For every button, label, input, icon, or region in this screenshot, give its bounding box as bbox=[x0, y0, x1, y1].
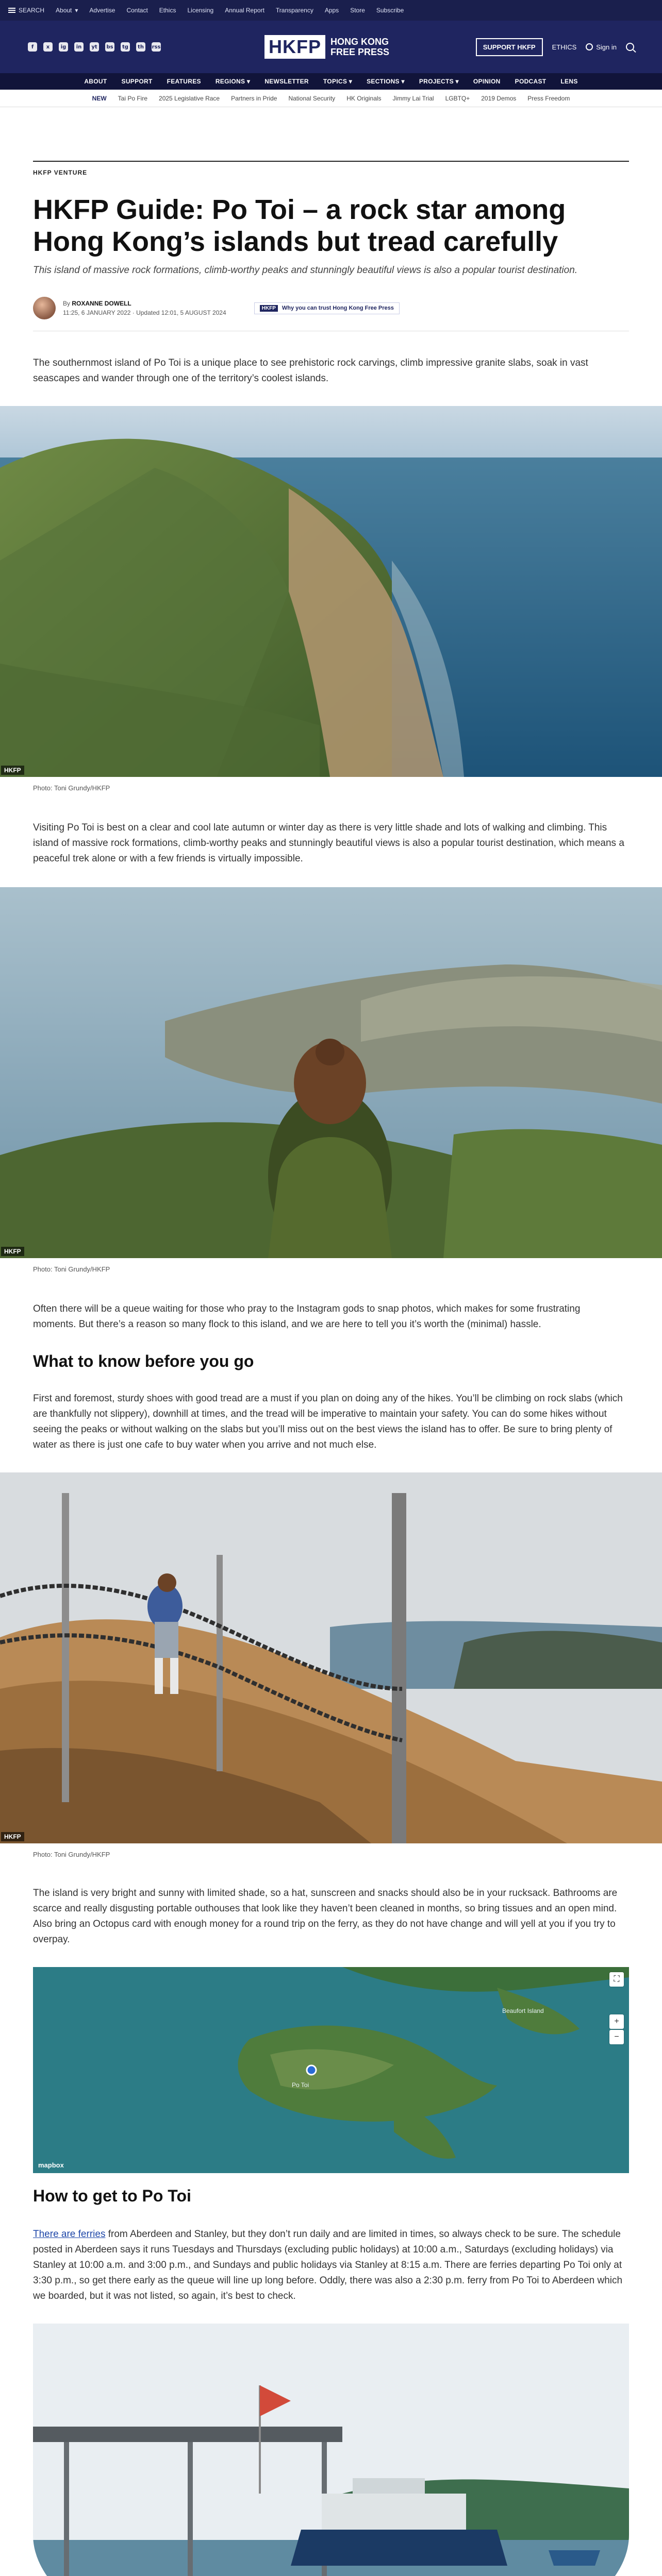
search-icon[interactable] bbox=[626, 43, 634, 51]
utility-link-transparency[interactable]: Transparency bbox=[275, 7, 313, 14]
photo-coastline bbox=[0, 406, 662, 777]
nav-about[interactable]: ABOUT bbox=[84, 78, 107, 85]
trending-link[interactable]: 2019 Demos bbox=[481, 94, 517, 102]
sign-in-button[interactable] bbox=[586, 43, 617, 51]
ferries-link[interactable]: There are ferries bbox=[33, 2229, 106, 2240]
section-heading: What to know before you go bbox=[33, 1352, 254, 1370]
nav-features[interactable]: FEATURES bbox=[167, 78, 201, 85]
trending-nav bbox=[0, 90, 662, 107]
search-menu-button[interactable] bbox=[8, 7, 44, 14]
section-heading: How to get to Po Toi bbox=[33, 2187, 191, 2205]
article-dek: This island of massive rock formations, climb-worthy peaks and stunningly beautiful views is also a popular tourist destination. bbox=[33, 265, 578, 276]
trending-link[interactable]: National Security bbox=[288, 94, 336, 102]
coastline-image bbox=[0, 406, 662, 777]
author-avatar bbox=[33, 297, 56, 319]
nav-lens[interactable]: LENS bbox=[560, 78, 578, 85]
body-paragraph: Visiting Po Toi is best on a clear and cool late autumn or winter day as there is very little shade and lots of walking and climbing. This island of massive rock formations, climb-worthy peaks and stunningly beautiful views is also a popular tourist destination, which means a peaceful trek alone or with a few friends is virtually impossible. bbox=[33, 822, 624, 864]
photo-hiker-view bbox=[0, 887, 662, 1258]
user-icon bbox=[586, 43, 593, 50]
photo-ferry-pier bbox=[33, 2324, 629, 2576]
body-text: from Aberdeen and Stanley, but they don’t run daily and are limited in times, so always check to be sure. The schedule posted in Aberdeen says it runs Tuesdays and Thursdays (excluding public holidays) at 10:00 a.m., Saturdays (excluding holidays) via Stanley at 10:00 a.m. and 3:00 p.m., and Sundays and public holidays via Stanley at 8:15 a.m. There are ferries departing Po Toi only at 3:30 p.m., so get there early as the queue will line up long before. Oddly, there was also a 2:30 p.m. ferry from Po Toi to Aberdeen which we boarded, but it was not listed, so again, it’s best to check. bbox=[33, 2229, 623, 2301]
body-paragraph: The island is very bright and sunny with limited shade, so a hat, sunscreen and snacks should also be in your rucksack. Bathrooms are scarce and really disgusting portable outhouses that look like they haven’t been cleaned in months, so bring tissues and an open mind. Also bring an Octopus card with enough money for a round trip on the ferry, as they do not have change and will yell at you if you try to overpay. bbox=[33, 1888, 618, 1945]
utility-link-ethics[interactable]: Ethics bbox=[159, 7, 176, 14]
utility-link-advertise[interactable]: Advertise bbox=[89, 7, 115, 14]
photo-credit-tag: HKFP bbox=[1, 1247, 24, 1256]
utility-link-contact[interactable]: Contact bbox=[126, 7, 148, 14]
utility-link-label: About bbox=[56, 7, 72, 14]
logo-mark: HKFP bbox=[264, 35, 325, 59]
nav-support[interactable]: SUPPORT bbox=[121, 78, 153, 85]
utility-link-subscribe[interactable]: Subscribe bbox=[376, 7, 404, 14]
utility-link-about[interactable] bbox=[56, 7, 78, 14]
utility-link-apps[interactable]: Apps bbox=[324, 7, 339, 14]
x-twitter-icon[interactable]: x bbox=[43, 42, 53, 52]
article-header bbox=[0, 161, 662, 331]
telegram-icon[interactable]: tg bbox=[121, 42, 130, 52]
utility-link-annual-report[interactable]: Annual Report bbox=[225, 7, 264, 14]
search-label: SEARCH bbox=[19, 7, 45, 14]
body-paragraph: First and foremost, sturdy shoes with good tread are a must if you plan on doing any of the hikes. You’ll be climbing on rock slabs (which are thankfully not slippery), downhill at times, and the tread will be imperative to maintain your safety. You can do some hikes without seeing the peaks or without walking on the slabs but you’ll miss out on the best views the island has to offer. Be sure to bring plenty of water as there is just one cafe to buy water when you arrive and not much else. bbox=[33, 1393, 623, 1450]
hiker-view-image bbox=[0, 887, 662, 1258]
photo-caption: Photo: Toni Grundy/HKFP bbox=[33, 784, 110, 792]
nav-sections[interactable]: SECTIONS ▾ bbox=[367, 78, 405, 85]
photo-caption: Photo: Toni Grundy/HKFP bbox=[33, 1851, 110, 1858]
trust-box[interactable] bbox=[254, 302, 400, 314]
utility-link-store[interactable]: Store bbox=[350, 7, 365, 14]
zoom-in-icon[interactable]: + bbox=[609, 2014, 624, 2029]
byline-text bbox=[63, 299, 226, 317]
trending-link[interactable]: LGBTQ+ bbox=[445, 94, 470, 102]
brand-header bbox=[0, 21, 662, 73]
zoom-out-icon[interactable]: − bbox=[609, 2030, 624, 2044]
chevron-down-icon: ▾ bbox=[75, 7, 78, 14]
threads-icon[interactable]: th bbox=[136, 42, 145, 52]
mapbox-logo[interactable]: mapbox bbox=[38, 2161, 64, 2169]
ethics-link[interactable]: ETHICS bbox=[552, 43, 577, 51]
logo-wordmark: HONG KONG FREE PRESS bbox=[330, 37, 390, 57]
trending-link[interactable]: HK Originals bbox=[346, 94, 382, 102]
utility-link-licensing[interactable]: Licensing bbox=[187, 7, 214, 14]
photo-credit-tag: HKFP bbox=[1, 1832, 24, 1841]
fullscreen-icon[interactable]: ⛶ bbox=[609, 1972, 624, 1987]
trust-badge: HKFP bbox=[260, 305, 278, 312]
article-kicker[interactable]: HKFP VENTURE bbox=[33, 169, 88, 176]
nav-opinion[interactable]: OPINION bbox=[473, 78, 501, 85]
photo-caption: Photo: Toni Grundy/HKFP bbox=[33, 1265, 110, 1273]
map-label: Po Toi bbox=[292, 2081, 309, 2089]
bluesky-icon[interactable]: bs bbox=[105, 42, 114, 52]
linkedin-icon[interactable]: in bbox=[74, 42, 84, 52]
nav-projects[interactable]: PROJECTS ▾ bbox=[419, 78, 459, 85]
author-prefix: By bbox=[63, 300, 71, 307]
rss-icon[interactable]: rss bbox=[152, 42, 161, 52]
instagram-icon[interactable]: ig bbox=[59, 42, 68, 52]
divider bbox=[33, 161, 629, 162]
nav-regions[interactable]: REGIONS ▾ bbox=[215, 78, 251, 85]
trending-link[interactable]: 2025 Legislative Race bbox=[159, 94, 220, 102]
facebook-icon[interactable]: f bbox=[28, 42, 37, 52]
trending-link[interactable]: Tai Po Fire bbox=[118, 94, 148, 102]
main-nav bbox=[0, 73, 662, 90]
map-tiles bbox=[33, 1967, 629, 2173]
menu-icon bbox=[8, 8, 15, 13]
body-paragraph: Often there will be a queue waiting for those who pray to the Instagram gods to snap photos, which makes for some frustrating moments. But there’s a reason so many flock to this island, and we are here to tell you it’s worth the (minimal) hassle. bbox=[33, 1303, 581, 1330]
interactive-map[interactable] bbox=[33, 1967, 629, 2173]
social-links bbox=[28, 42, 161, 52]
byline bbox=[33, 295, 629, 321]
nav-newsletter[interactable]: NEWSLETTER bbox=[264, 78, 309, 85]
body-paragraph bbox=[33, 2227, 626, 2304]
author-name[interactable]: ROXANNE DOWELL bbox=[72, 300, 131, 307]
nav-podcast[interactable]: PODCAST bbox=[515, 78, 547, 85]
chain-trail-image bbox=[0, 1472, 662, 1843]
intro-paragraph: The southernmost island of Po Toi is a unique place to see prehistoric rock carvings, climb impressive granite slabs, soak in vast seascapes and wander through one of the territory’s coolest islands. bbox=[33, 358, 588, 384]
trending-link[interactable]: Press Freedom bbox=[527, 94, 570, 102]
sign-in-label: Sign in bbox=[596, 43, 617, 51]
nav-topics[interactable]: TOPICS ▾ bbox=[323, 78, 353, 85]
trending-link[interactable]: Jimmy Lai Trial bbox=[392, 94, 434, 102]
header-actions bbox=[476, 38, 634, 56]
youtube-icon[interactable]: yt bbox=[90, 42, 99, 52]
site-logo[interactable] bbox=[264, 35, 398, 59]
article-title: HKFP Guide: Po Toi – a rock star among Hong Kong’s islands but tread carefully bbox=[33, 194, 566, 257]
trust-label: Why you can trust Hong Kong Free Press bbox=[282, 305, 394, 311]
utility-bar bbox=[0, 0, 662, 21]
ferry-pier-image bbox=[33, 2324, 629, 2576]
new-badge: NEW bbox=[92, 94, 107, 102]
map-label: Beaufort Island bbox=[502, 2007, 544, 2014]
photo-credit-tag: HKFP bbox=[1, 766, 24, 775]
photo-chain-trail bbox=[0, 1472, 662, 1843]
support-button[interactable]: SUPPORT HKFP bbox=[476, 38, 543, 56]
publish-dates: 11:25, 6 JANUARY 2022 · Updated 12:01, 5 AUGUST 2024 bbox=[63, 309, 226, 316]
trending-link[interactable]: Partners in Pride bbox=[231, 94, 277, 102]
